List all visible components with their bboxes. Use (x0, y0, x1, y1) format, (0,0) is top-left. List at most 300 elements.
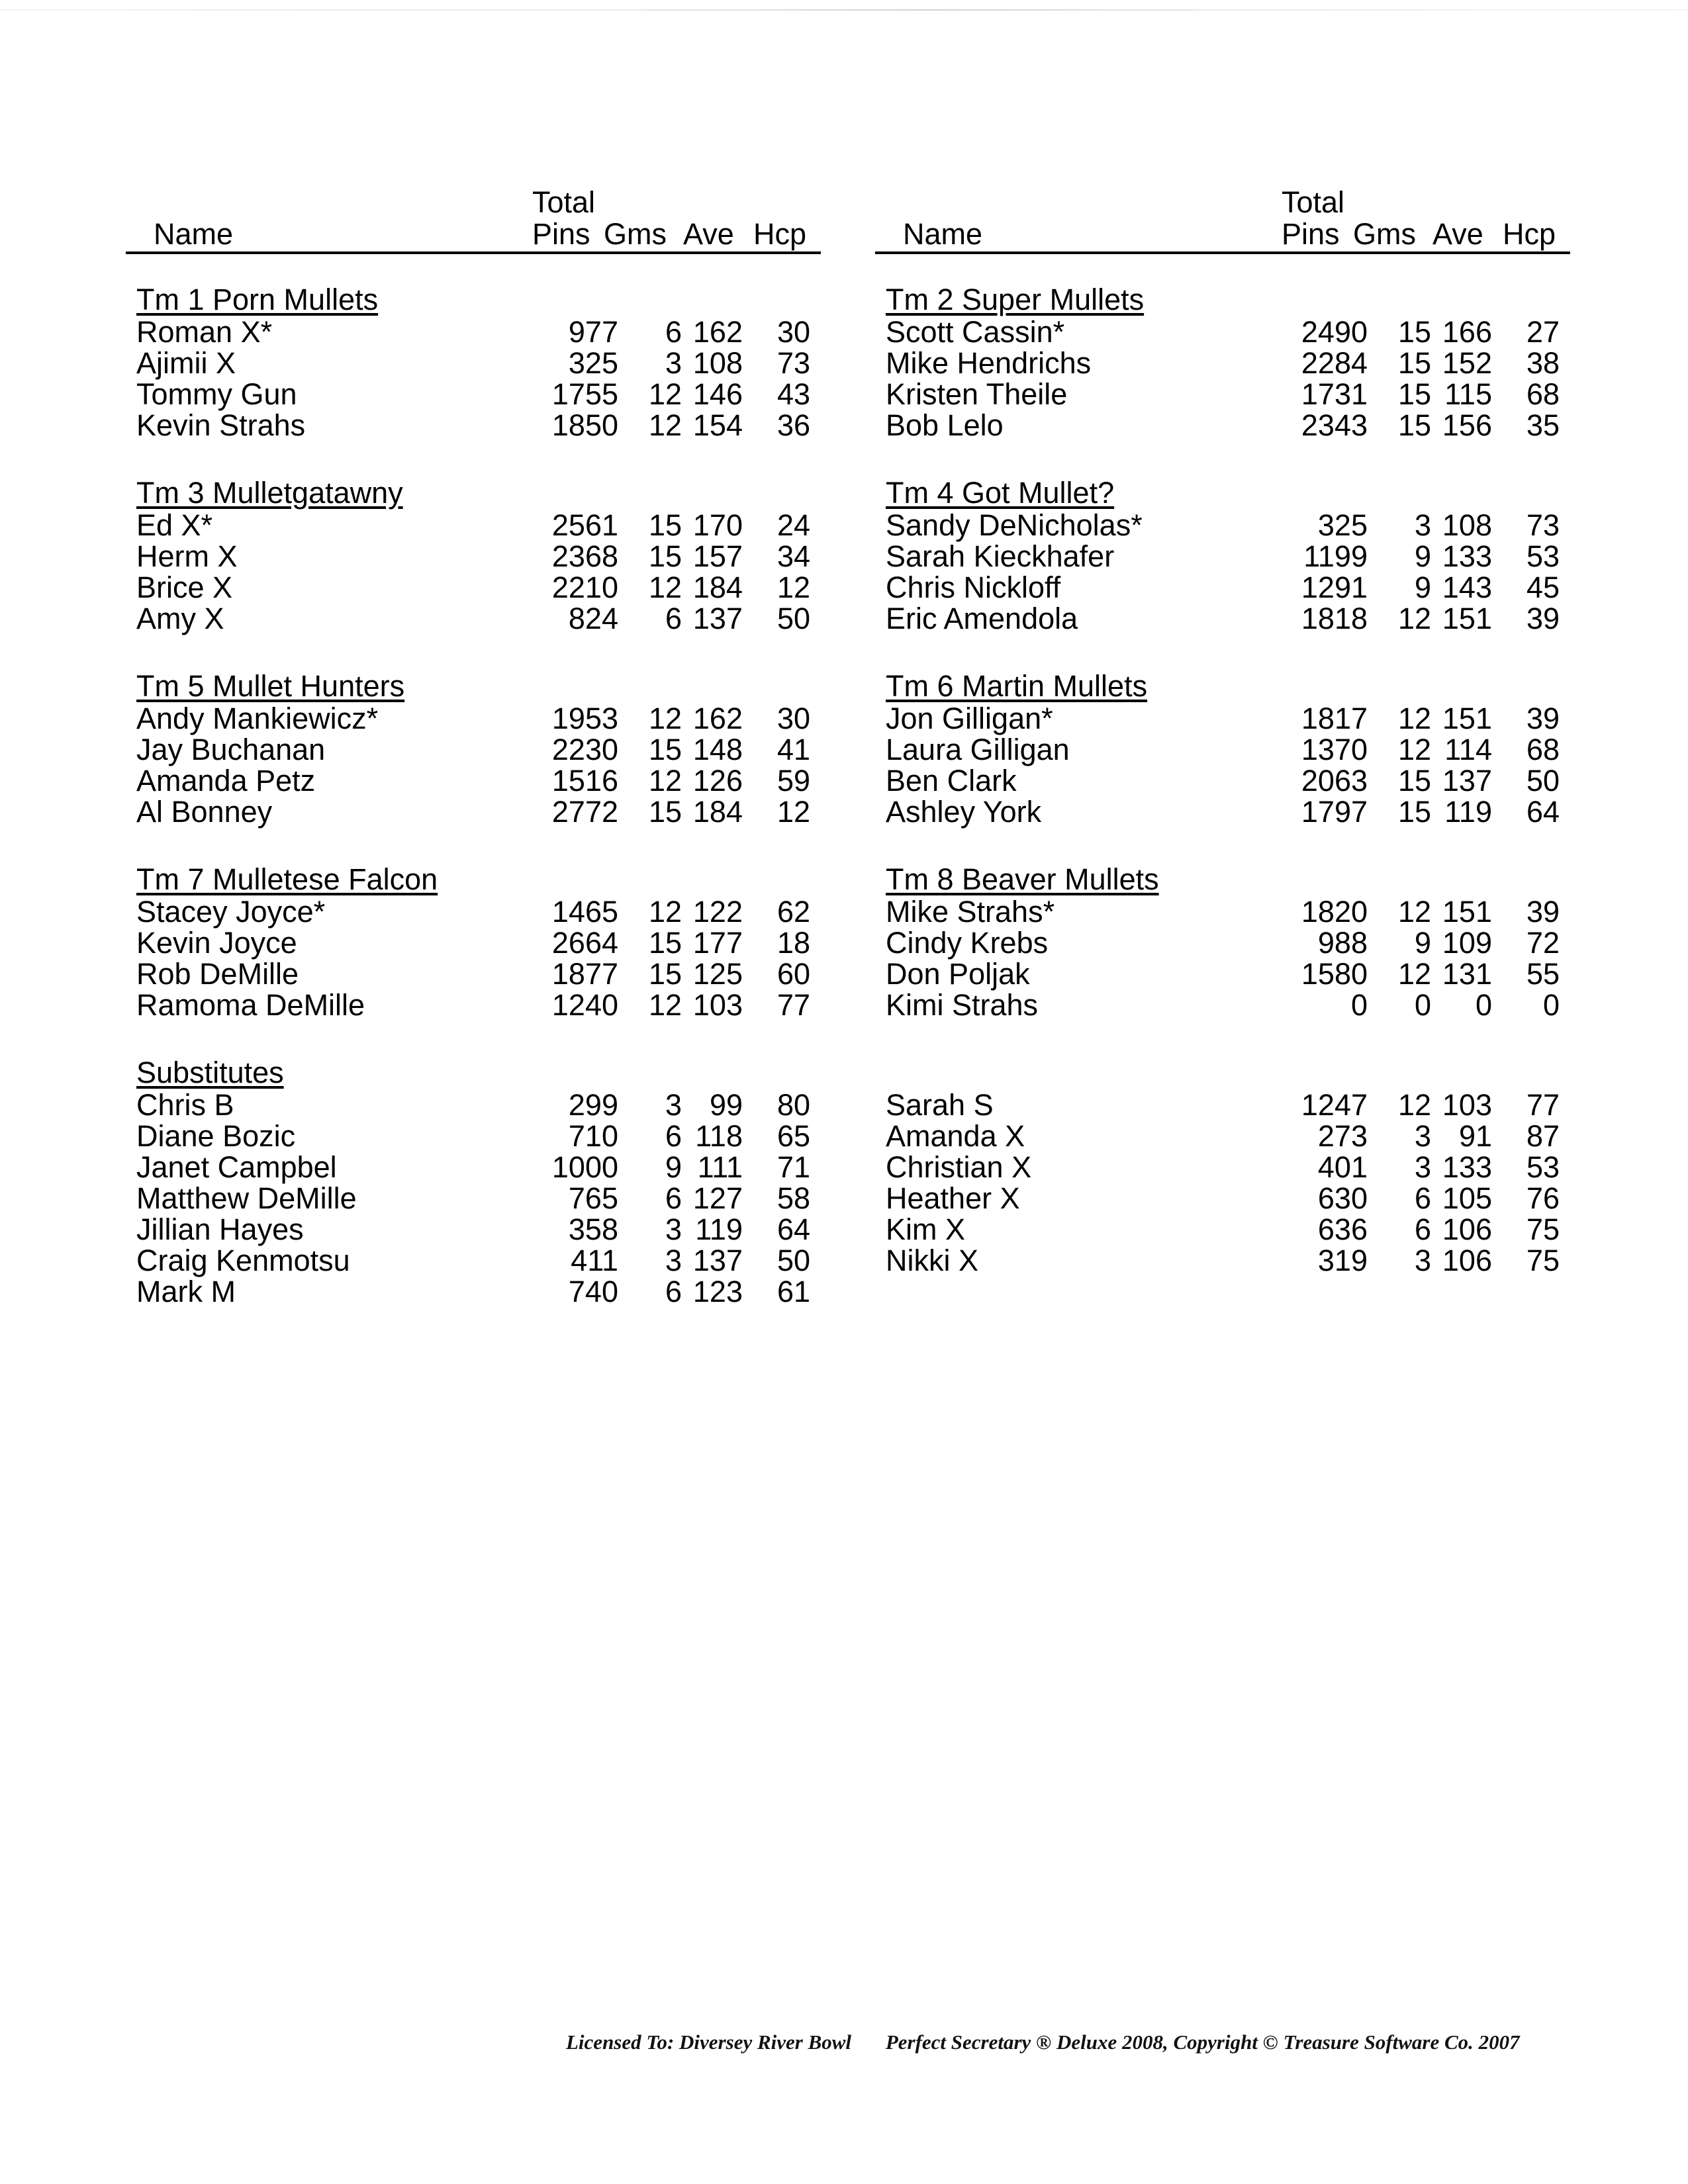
team-section (126, 670, 821, 863)
header-total: Total (1282, 185, 1345, 219)
bowler-pins: 0 (1350, 988, 1368, 1022)
bowler-gms: 9 (1414, 926, 1431, 960)
bowler-ave: 123 (692, 1275, 743, 1308)
bowler-gms: 0 (1414, 988, 1431, 1022)
bowler-gms: 12 (648, 570, 682, 604)
bowler-ave: 154 (692, 408, 743, 442)
bowler-name: Sandy DeNicholas* (886, 508, 1143, 542)
bowler-name: Sarah S (886, 1088, 994, 1122)
bowler-hcp: 41 (776, 733, 810, 766)
team-sections (126, 254, 821, 1307)
bowler-hcp: 12 (776, 570, 810, 604)
bowler-gms: 15 (648, 926, 682, 960)
bowler-gms: 6 (665, 1275, 682, 1308)
bowler-hcp: 64 (776, 1212, 810, 1246)
bowler-gms: 15 (648, 508, 682, 542)
bowler-gms: 6 (665, 602, 682, 635)
bowler-hcp: 53 (1526, 539, 1560, 573)
bowler-pins: 299 (568, 1088, 618, 1122)
header-ave: Ave (683, 217, 734, 251)
bowler-pins: 2063 (1301, 764, 1368, 797)
bowler-pins: 2284 (1301, 346, 1368, 380)
bowler-gms: 12 (1397, 895, 1431, 929)
bowler-row (126, 1245, 821, 1276)
bowler-name: Jillian Hayes (136, 1212, 304, 1246)
bowler-row (126, 1120, 821, 1152)
bowler-row (126, 1214, 821, 1245)
bowler-hcp: 73 (1526, 508, 1560, 542)
bowler-hcp: 43 (776, 377, 810, 411)
bowler-row (126, 927, 821, 958)
bowler-gms: 15 (648, 733, 682, 766)
bowler-hcp: 50 (776, 602, 810, 635)
bowler-row (875, 796, 1570, 827)
bowler-name: Rob DeMille (136, 957, 299, 991)
bowler-row (875, 765, 1570, 796)
bowler-name: Amy X (136, 602, 224, 635)
bowler-hcp: 72 (1526, 926, 1560, 960)
bowler-pins: 765 (568, 1181, 618, 1215)
bowler-gms: 9 (1414, 539, 1431, 573)
bowler-row (875, 958, 1570, 989)
bowler-gms: 15 (648, 539, 682, 573)
bowler-row (126, 603, 821, 634)
bowler-ave: 103 (1442, 1088, 1492, 1122)
bowler-pins: 273 (1317, 1119, 1368, 1153)
team-section (875, 670, 1570, 863)
bowler-row (875, 703, 1570, 734)
bowler-pins: 630 (1317, 1181, 1368, 1215)
bowler-pins: 1465 (551, 895, 618, 929)
bowler-ave: 118 (695, 1119, 743, 1153)
bowler-row (126, 958, 821, 989)
bowler-gms: 3 (1414, 1150, 1431, 1184)
bowler-ave: 114 (1444, 733, 1492, 766)
bowler-hcp: 36 (776, 408, 810, 442)
bowler-gms: 15 (648, 795, 682, 829)
bowler-ave: 151 (1442, 602, 1492, 635)
bowler-row (126, 410, 821, 441)
bowler-name: Kim X (886, 1212, 966, 1246)
bowler-row (875, 410, 1570, 441)
header-hcp: Hcp (753, 217, 807, 251)
bowler-row (875, 1183, 1570, 1214)
bowler-ave: 151 (1442, 895, 1492, 929)
team-section (875, 283, 1570, 477)
bowler-hcp: 77 (776, 988, 810, 1022)
bowler-pins: 2343 (1301, 408, 1368, 442)
bowler-gms: 15 (1397, 377, 1431, 411)
bowler-row (126, 379, 821, 410)
bowler-ave: 146 (692, 377, 743, 411)
team-section (126, 1056, 821, 1307)
bowler-pins: 358 (568, 1212, 618, 1246)
bowler-hcp: 61 (776, 1275, 810, 1308)
bowler-ave: 177 (692, 926, 743, 960)
bowler-pins: 710 (568, 1119, 618, 1153)
bowler-row (126, 796, 821, 827)
bowler-hcp: 38 (1526, 346, 1560, 380)
team-sections (875, 254, 1570, 1276)
bowler-gms: 12 (1397, 602, 1431, 635)
bowler-row (126, 572, 821, 603)
header-gms: Gms (604, 217, 667, 251)
bowler-ave: 111 (697, 1150, 743, 1184)
bowler-ave: 119 (695, 1212, 743, 1246)
bowler-name: Ed X* (136, 508, 213, 542)
bowler-row (875, 1214, 1570, 1245)
bowler-gms: 6 (665, 1119, 682, 1153)
bowler-gms: 6 (665, 1181, 682, 1215)
bowler-hcp: 34 (776, 539, 810, 573)
bowler-hcp: 55 (1526, 957, 1560, 991)
bowler-name: Kevin Joyce (136, 926, 297, 960)
bowler-gms: 12 (1397, 733, 1431, 766)
bowler-hcp: 68 (1526, 377, 1560, 411)
bowler-hcp: 73 (776, 346, 810, 380)
bowler-hcp: 76 (1526, 1181, 1560, 1215)
bowler-pins: 1820 (1301, 895, 1368, 929)
footer-license-text: Licensed To: Diversey River Bowl (566, 2030, 852, 2054)
bowler-hcp: 18 (776, 926, 810, 960)
bowler-pins: 325 (568, 346, 618, 380)
bowler-name: Stacey Joyce* (136, 895, 326, 929)
bowler-name: Ben Clark (886, 764, 1017, 797)
bowler-pins: 740 (568, 1275, 618, 1308)
bowler-row (875, 347, 1570, 379)
bowler-ave: 137 (692, 1244, 743, 1277)
bowler-row (126, 896, 821, 927)
bowler-ave: 157 (692, 539, 743, 573)
bowler-name: Diane Bozic (136, 1119, 296, 1153)
bowler-ave: 166 (1442, 315, 1492, 349)
bowler-pins: 988 (1317, 926, 1368, 960)
bowler-pins: 1755 (551, 377, 618, 411)
bowler-hcp: 71 (776, 1150, 810, 1184)
bowler-row (875, 379, 1570, 410)
bowler-gms: 15 (1397, 315, 1431, 349)
bowler-gms: 6 (665, 315, 682, 349)
team-title: Tm 4 Got Mullet? (886, 476, 1115, 510)
bowler-row (126, 316, 821, 347)
bowler-pins: 1247 (1301, 1088, 1368, 1122)
team-section (875, 1056, 1570, 1276)
bowler-ave: 108 (1442, 508, 1492, 542)
bowler-row (126, 734, 821, 765)
bowler-row (875, 316, 1570, 347)
bowler-ave: 137 (1442, 764, 1492, 797)
bowler-gms: 9 (1414, 570, 1431, 604)
bowler-name: Chris B (136, 1088, 234, 1122)
bowler-pins: 824 (568, 602, 618, 635)
bowler-pins: 319 (1317, 1244, 1368, 1277)
bowler-ave: 106 (1442, 1212, 1492, 1246)
bowler-gms: 15 (1397, 346, 1431, 380)
bowler-row (126, 541, 821, 572)
bowler-ave: 184 (692, 570, 743, 604)
bowler-hcp: 39 (1526, 602, 1560, 635)
team-title: Tm 8 Beaver Mullets (886, 862, 1159, 896)
bowler-name: Chris Nickloff (886, 570, 1061, 604)
left-column (126, 187, 821, 1307)
bowler-hcp: 30 (776, 702, 810, 735)
bowler-name: Roman X* (136, 315, 273, 349)
bowler-name: Don Poljak (886, 957, 1030, 991)
bowler-ave: 0 (1475, 988, 1492, 1022)
scan-edge-line (0, 9, 1688, 11)
bowler-hcp: 50 (1526, 764, 1560, 797)
header-hcp: Hcp (1503, 217, 1556, 251)
bowler-gms: 3 (665, 346, 682, 380)
bowler-hcp: 62 (776, 895, 810, 929)
bowler-gms: 6 (1414, 1181, 1431, 1215)
right-column (875, 187, 1570, 1276)
bowler-hcp: 60 (776, 957, 810, 991)
bowler-hcp: 39 (1526, 895, 1560, 929)
bowler-ave: 108 (692, 346, 743, 380)
bowler-name: Kevin Strahs (136, 408, 306, 442)
bowler-gms: 12 (648, 408, 682, 442)
bowler-name: Mike Hendrichs (886, 346, 1092, 380)
bowler-hcp: 53 (1526, 1150, 1560, 1184)
bowler-pins: 1817 (1301, 702, 1368, 735)
bowler-gms: 15 (648, 957, 682, 991)
team-title: Tm 5 Mullet Hunters (136, 669, 405, 703)
bowler-hcp: 59 (776, 764, 810, 797)
bowler-row (126, 765, 821, 796)
bowler-hcp: 77 (1526, 1088, 1560, 1122)
bowler-ave: 109 (1442, 926, 1492, 960)
bowler-ave: 162 (692, 702, 743, 735)
bowler-row (126, 1152, 821, 1183)
bowler-hcp: 27 (1526, 315, 1560, 349)
bowler-ave: 170 (692, 508, 743, 542)
bowler-hcp: 58 (776, 1181, 810, 1215)
team-section (875, 477, 1570, 670)
bowler-pins: 2230 (551, 733, 618, 766)
bowler-hcp: 30 (776, 315, 810, 349)
bowler-pins: 1291 (1301, 570, 1368, 604)
bowler-pins: 2664 (551, 926, 618, 960)
bowler-hcp: 75 (1526, 1212, 1560, 1246)
bowler-name: Kimi Strahs (886, 988, 1039, 1022)
header-ave: Ave (1432, 217, 1483, 251)
bowler-row (875, 989, 1570, 1021)
bowler-ave: 137 (692, 602, 743, 635)
bowler-name: Brice X (136, 570, 233, 604)
bowler-hcp: 80 (776, 1088, 810, 1122)
bowler-row (126, 1183, 821, 1214)
bowler-gms: 3 (665, 1212, 682, 1246)
bowler-name: Jon Gilligan* (886, 702, 1053, 735)
bowler-pins: 2490 (1301, 315, 1368, 349)
team-section (126, 283, 821, 477)
bowler-name: Cindy Krebs (886, 926, 1049, 960)
team-section (126, 477, 821, 670)
bowler-pins: 1199 (1303, 539, 1368, 573)
bowler-hcp: 35 (1526, 408, 1560, 442)
team-title: Tm 3 Mulletgatawny (136, 476, 403, 510)
bowler-row (875, 1152, 1570, 1183)
bowler-ave: 106 (1442, 1244, 1492, 1277)
bowler-hcp: 68 (1526, 733, 1560, 766)
bowler-ave: 99 (709, 1088, 743, 1122)
bowler-ave: 162 (692, 315, 743, 349)
bowler-pins: 2368 (551, 539, 618, 573)
bowler-pins: 411 (571, 1244, 618, 1277)
bowler-hcp: 24 (776, 508, 810, 542)
bowler-name: Nikki X (886, 1244, 979, 1277)
bowler-row (875, 1245, 1570, 1276)
bowler-hcp: 65 (776, 1119, 810, 1153)
bowler-pins: 1797 (1301, 795, 1368, 829)
bowler-gms: 15 (1397, 408, 1431, 442)
bowler-gms: 15 (1397, 764, 1431, 797)
bowler-gms: 12 (1397, 1088, 1431, 1122)
bowler-name: Janet Campbel (136, 1150, 337, 1184)
bowler-pins: 1000 (551, 1150, 618, 1184)
bowler-ave: 126 (692, 764, 743, 797)
bowler-row (126, 989, 821, 1021)
bowler-gms: 3 (1414, 1119, 1431, 1153)
team-title: Tm 7 Mulletese Falcon (136, 862, 438, 896)
bowler-hcp: 12 (776, 795, 810, 829)
bowler-ave: 91 (1458, 1119, 1492, 1153)
bowler-ave: 122 (692, 895, 743, 929)
bowler-gms: 12 (648, 988, 682, 1022)
bowler-row (875, 572, 1570, 603)
bowler-hcp: 0 (1542, 988, 1560, 1022)
bowler-pins: 1580 (1301, 957, 1368, 991)
bowler-ave: 148 (692, 733, 743, 766)
bowler-gms: 15 (1397, 795, 1431, 829)
header-gms: Gms (1353, 217, 1416, 251)
bowler-ave: 133 (1442, 1150, 1492, 1184)
bowler-gms: 3 (1414, 1244, 1431, 1277)
bowler-ave: 133 (1442, 539, 1492, 573)
bowler-name: Eric Amendola (886, 602, 1078, 635)
bowler-ave: 131 (1442, 957, 1492, 991)
bowler-pins: 2561 (551, 508, 618, 542)
bowler-ave: 184 (692, 795, 743, 829)
footer-software-text: Perfect Secretary ® Deluxe 2008, Copyright © Treasure Software Co. 2007 (885, 2030, 1520, 2054)
bowler-name: Christian X (886, 1150, 1032, 1184)
bowler-gms: 3 (665, 1088, 682, 1122)
bowler-pins: 1877 (551, 957, 618, 991)
bowler-row (126, 1276, 821, 1307)
bowler-row (875, 510, 1570, 541)
team-section (126, 863, 821, 1056)
bowler-ave: 151 (1442, 702, 1492, 735)
bowler-name: Scott Cassin* (886, 315, 1065, 349)
bowler-gms: 6 (1414, 1212, 1431, 1246)
bowler-gms: 12 (648, 764, 682, 797)
bowler-name: Tommy Gun (136, 377, 297, 411)
bowler-ave: 152 (1442, 346, 1492, 380)
bowler-hcp: 50 (776, 1244, 810, 1277)
bowler-name: Amanda Petz (136, 764, 316, 797)
bowler-name: Kristen Theile (886, 377, 1068, 411)
bowler-hcp: 39 (1526, 702, 1560, 735)
bowler-hcp: 64 (1526, 795, 1560, 829)
bowler-name: Al Bonney (136, 795, 273, 829)
bowler-ave: 119 (1444, 795, 1492, 829)
bowler-row (875, 927, 1570, 958)
header-pins: Pins (532, 217, 590, 251)
bowler-row (875, 541, 1570, 572)
bowler-pins: 1850 (551, 408, 618, 442)
header-total: Total (532, 185, 596, 219)
bowler-pins: 1818 (1301, 602, 1368, 635)
bowler-pins: 1731 (1301, 377, 1368, 411)
bowler-name: Sarah Kieckhafer (886, 539, 1115, 573)
bowler-pins: 1370 (1301, 733, 1368, 766)
bowler-name: Amanda X (886, 1119, 1025, 1153)
bowler-row (126, 1089, 821, 1120)
bowler-name: Ajimii X (136, 346, 236, 380)
bowler-hcp: 45 (1526, 570, 1560, 604)
bowler-ave: 125 (692, 957, 743, 991)
bowler-gms: 12 (648, 377, 682, 411)
bowler-name: Jay Buchanan (136, 733, 326, 766)
bowler-row (875, 1089, 1570, 1120)
column-header (126, 187, 821, 254)
bowler-gms: 12 (1397, 957, 1431, 991)
team-title (886, 1056, 1570, 1089)
bowler-row (875, 1120, 1570, 1152)
bowler-pins: 1516 (551, 764, 618, 797)
bowler-row (126, 703, 821, 734)
bowler-hcp: 87 (1526, 1119, 1560, 1153)
team-section (875, 863, 1570, 1056)
bowler-ave: 105 (1442, 1181, 1492, 1215)
bowler-pins: 1953 (551, 702, 618, 735)
bowler-name: Ramoma DeMille (136, 988, 365, 1022)
bowler-name: Craig Kenmotsu (136, 1244, 350, 1277)
bowler-name: Matthew DeMille (136, 1181, 357, 1215)
bowler-name: Laura Gilligan (886, 733, 1070, 766)
bowler-gms: 9 (665, 1150, 682, 1184)
bowler-ave: 156 (1442, 408, 1492, 442)
bowler-name: Ashley York (886, 795, 1042, 829)
bowler-row (126, 347, 821, 379)
column-header (875, 187, 1570, 254)
bowler-pins: 1240 (551, 988, 618, 1022)
bowler-pins: 325 (1317, 508, 1368, 542)
bowler-name: Andy Mankiewicz* (136, 702, 379, 735)
bowler-hcp: 75 (1526, 1244, 1560, 1277)
header-name: Name (154, 217, 234, 251)
bowler-pins: 2210 (551, 570, 618, 604)
bowler-name: Heather X (886, 1181, 1020, 1215)
header-pins: Pins (1282, 217, 1340, 251)
bowler-ave: 115 (1444, 377, 1492, 411)
bowler-gms: 12 (648, 702, 682, 735)
bowler-name: Mike Strahs* (886, 895, 1055, 929)
bowler-pins: 977 (568, 315, 618, 349)
team-title: Substitutes (136, 1056, 284, 1089)
bowler-row (875, 734, 1570, 765)
bowler-gms: 3 (665, 1244, 682, 1277)
bowler-row (126, 510, 821, 541)
bowler-gms: 12 (1397, 702, 1431, 735)
bowler-name: Bob Lelo (886, 408, 1004, 442)
bowler-row (875, 896, 1570, 927)
footer-license (566, 2029, 1599, 2056)
bowler-gms: 12 (648, 895, 682, 929)
header-name: Name (903, 217, 983, 251)
bowler-ave: 103 (692, 988, 743, 1022)
